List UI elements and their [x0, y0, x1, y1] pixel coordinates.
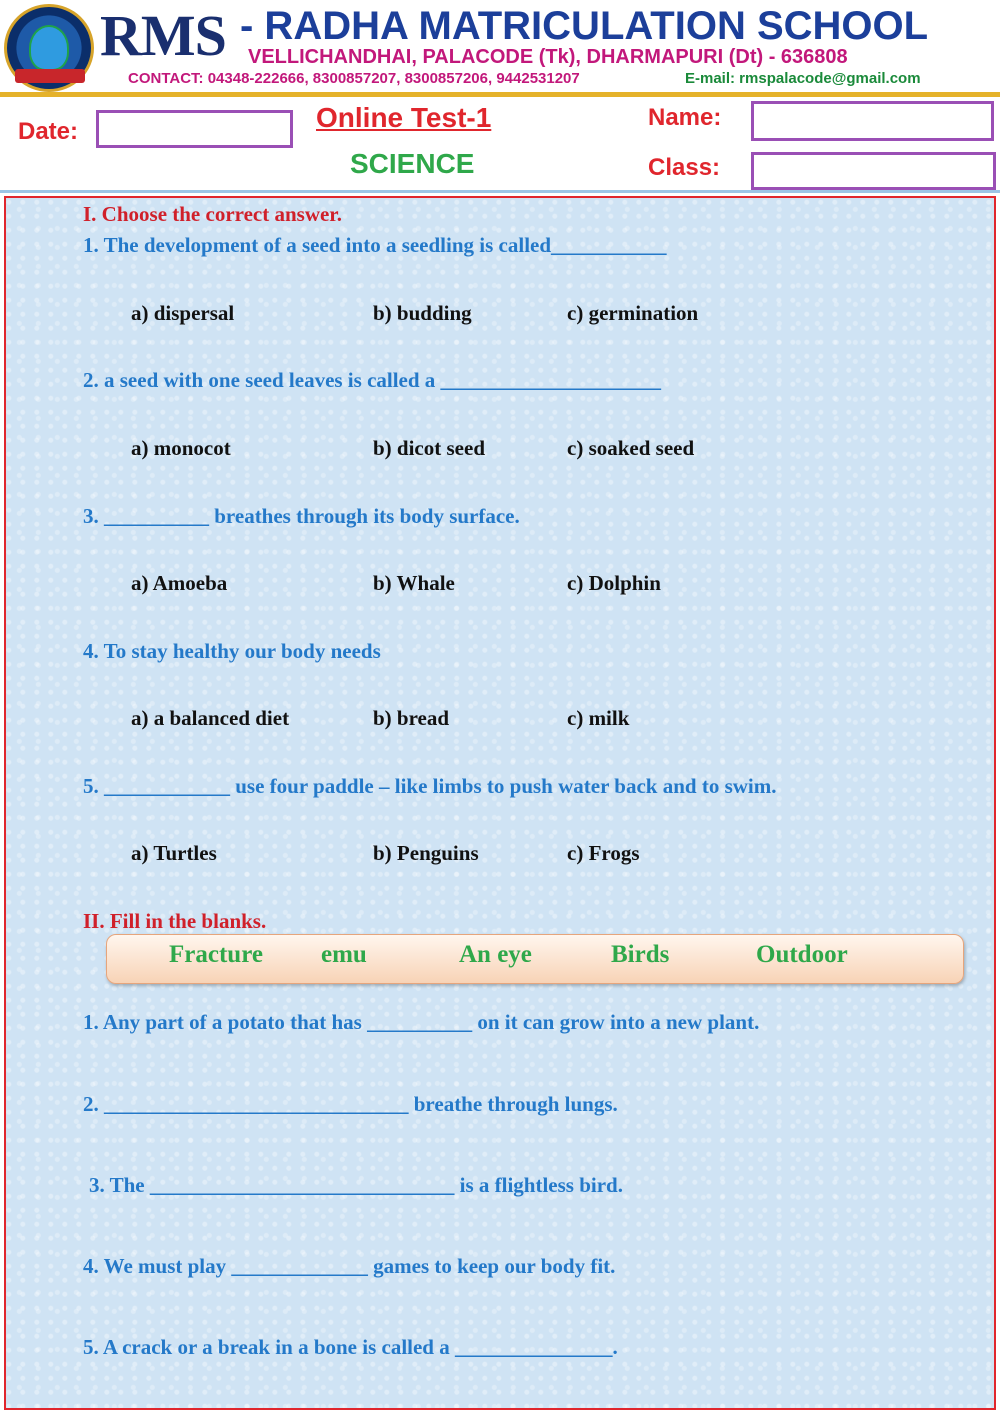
header-divider	[0, 92, 1000, 97]
word-bank-item[interactable]: Fracture	[169, 941, 263, 968]
mcq-option[interactable]: c) Dolphin	[567, 571, 661, 595]
school-name: - RADHA MATRICULATION SCHOOL	[240, 4, 929, 48]
logo-emblem-icon	[29, 25, 69, 71]
mcq-option[interactable]: b) dicot seed	[373, 436, 485, 460]
school-header	[0, 0, 1000, 98]
mcq-option[interactable]: a) Amoeba	[131, 571, 228, 595]
word-bank-item[interactable]: An eye	[459, 941, 532, 968]
fill-blank-question: 3. The _____________________________ is a flightless bird.	[89, 1173, 623, 1197]
word-bank-item[interactable]: Birds	[611, 941, 670, 968]
mcq-option[interactable]: c) germination	[567, 301, 699, 325]
brand-rms: RMS	[100, 3, 226, 68]
mcq-option[interactable]: c) Frogs	[567, 841, 640, 865]
section1-heading: I. Choose the correct answer.	[83, 202, 342, 226]
mcq-question: 2. a seed with one seed leaves is called a _____________________	[83, 368, 662, 392]
word-bank-item[interactable]: emu	[321, 941, 367, 968]
school-logo	[4, 4, 94, 92]
fill-blank-question: 5. A crack or a break in a bone is called a _______________.	[83, 1335, 618, 1359]
school-email: E-mail: rmspalacode@gmail.com	[685, 70, 921, 87]
mcq-option[interactable]: a) dispersal	[131, 301, 235, 325]
mcq-question: 3. __________ breathes through its body surface.	[83, 504, 520, 528]
mcq-option[interactable]: b) Whale	[373, 571, 455, 595]
name-label: Name:	[648, 104, 722, 131]
section2-heading: II. Fill in the blanks.	[83, 909, 267, 933]
school-address: VELLICHANDHAI, PALACODE (Tk), DHARMAPURI (Dt) - 636808	[248, 46, 848, 68]
mcq-option[interactable]: c) soaked seed	[567, 436, 695, 460]
logo-ribbon	[15, 69, 85, 83]
mcq-question: 5. ____________ use four paddle – like limbs to push water back and to swim.	[83, 774, 777, 798]
test-title: Online Test-1	[316, 102, 492, 133]
school-contact: CONTACT: 04348-222666, 8300857207, 8300857206, 9442531207	[128, 70, 580, 87]
mcq-option[interactable]: b) Penguins	[373, 841, 479, 865]
mcq-option[interactable]: a) monocot	[131, 436, 231, 460]
info-divider	[0, 190, 1000, 193]
date-field[interactable]	[96, 110, 293, 148]
word-bank-item[interactable]: Outdoor	[756, 941, 848, 968]
subject-title: SCIENCE	[350, 148, 475, 179]
fill-blank-question: 1. Any part of a potato that has __________ on it can grow into a new plant.	[83, 1010, 760, 1034]
mcq-option[interactable]: b) bread	[373, 706, 450, 730]
mcq-option[interactable]: a) Turtles	[131, 841, 217, 865]
mcq-question: 1. The development of a seed into a seedling is called___________	[83, 233, 667, 257]
name-field[interactable]	[751, 101, 994, 141]
mcq-question: 4. To stay healthy our body needs	[83, 639, 381, 663]
mcq-option[interactable]: b) budding	[373, 301, 472, 325]
date-label: Date:	[18, 118, 79, 145]
mcq-option[interactable]: a) a balanced diet	[131, 706, 290, 730]
fill-blank-question: 4. We must play _____________ games to keep our body fit.	[83, 1254, 616, 1278]
fill-blank-question: 2. _____________________________ breathe through lungs.	[83, 1092, 618, 1116]
class-field[interactable]	[751, 152, 996, 190]
class-label: Class:	[648, 154, 721, 181]
mcq-option[interactable]: c) milk	[567, 706, 630, 730]
